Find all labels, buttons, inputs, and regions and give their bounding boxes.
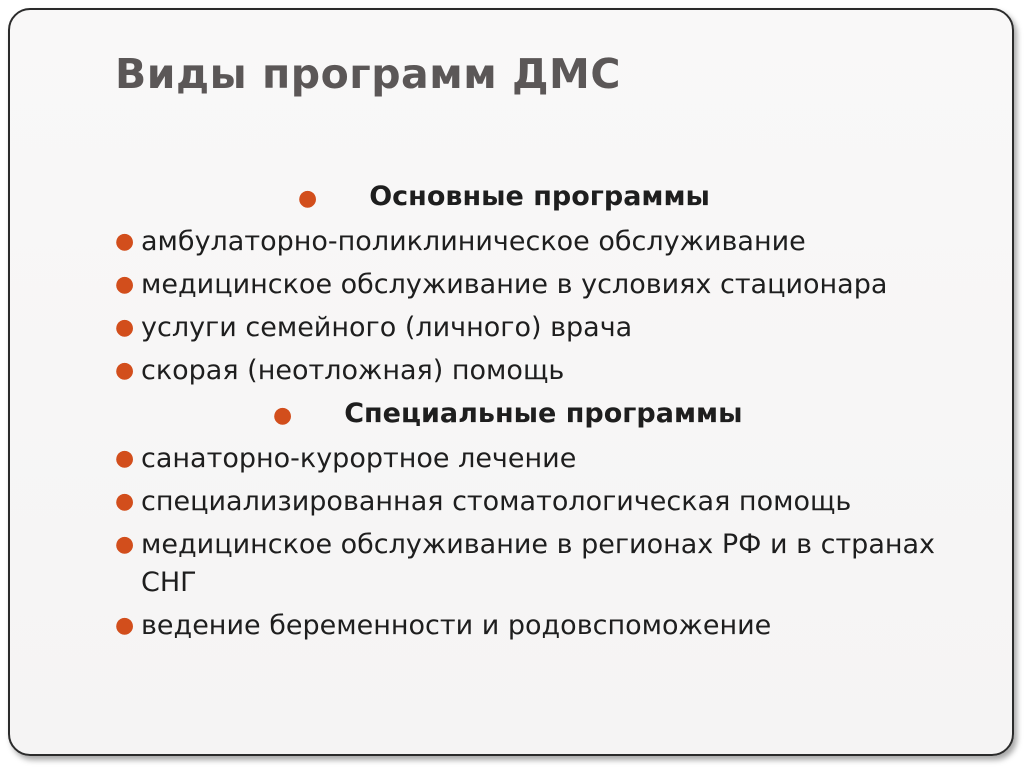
list-item: [115, 607, 995, 645]
bullet-icon: ●: [115, 489, 135, 514]
bullet-icon: ●: [115, 446, 135, 471]
list-item-text: ведение беременности и родовспоможение: [141, 610, 772, 641]
slide-frame: [8, 8, 1014, 756]
section-heading-basic: [115, 178, 995, 218]
section-heading-label: Специальные программы: [344, 398, 743, 429]
bullet-icon: ●: [298, 186, 318, 211]
bullet-icon: ●: [115, 229, 135, 254]
list-item-text: амбулаторно-поликлиническое обслуживание: [141, 226, 806, 257]
bullet-icon: ●: [115, 272, 135, 297]
bullet-icon: ●: [273, 403, 293, 428]
list-item-text: услуги семейного (личного) врача: [141, 312, 633, 343]
list-item: [115, 526, 995, 602]
bullet-icon: ●: [115, 613, 135, 638]
list-item-text: медицинское обслуживание в условиях стационара: [141, 269, 888, 300]
bullet-icon: ●: [115, 358, 135, 383]
bullet-icon: ●: [115, 315, 135, 340]
list-item: [115, 483, 995, 521]
list-item: [115, 352, 995, 390]
list-item-text: специализированная стоматологическая помощь: [141, 486, 852, 517]
section-heading-special: [115, 395, 995, 435]
list-item-text: медицинское обслуживание в регионах РФ и в странах СНГ: [141, 529, 936, 598]
list-item: [115, 223, 995, 261]
program-list: [115, 178, 995, 650]
section-heading-label: Основные программы: [369, 181, 710, 212]
list-item: [115, 440, 995, 478]
list-item: [115, 309, 995, 347]
list-item-text: скорая (неотложная) помощь: [141, 355, 565, 386]
bullet-icon: ●: [115, 532, 135, 557]
list-item: [115, 266, 995, 304]
slide-title: Виды программ ДМС: [115, 50, 621, 98]
list-item-text: санаторно-курортное лечение: [141, 443, 577, 474]
